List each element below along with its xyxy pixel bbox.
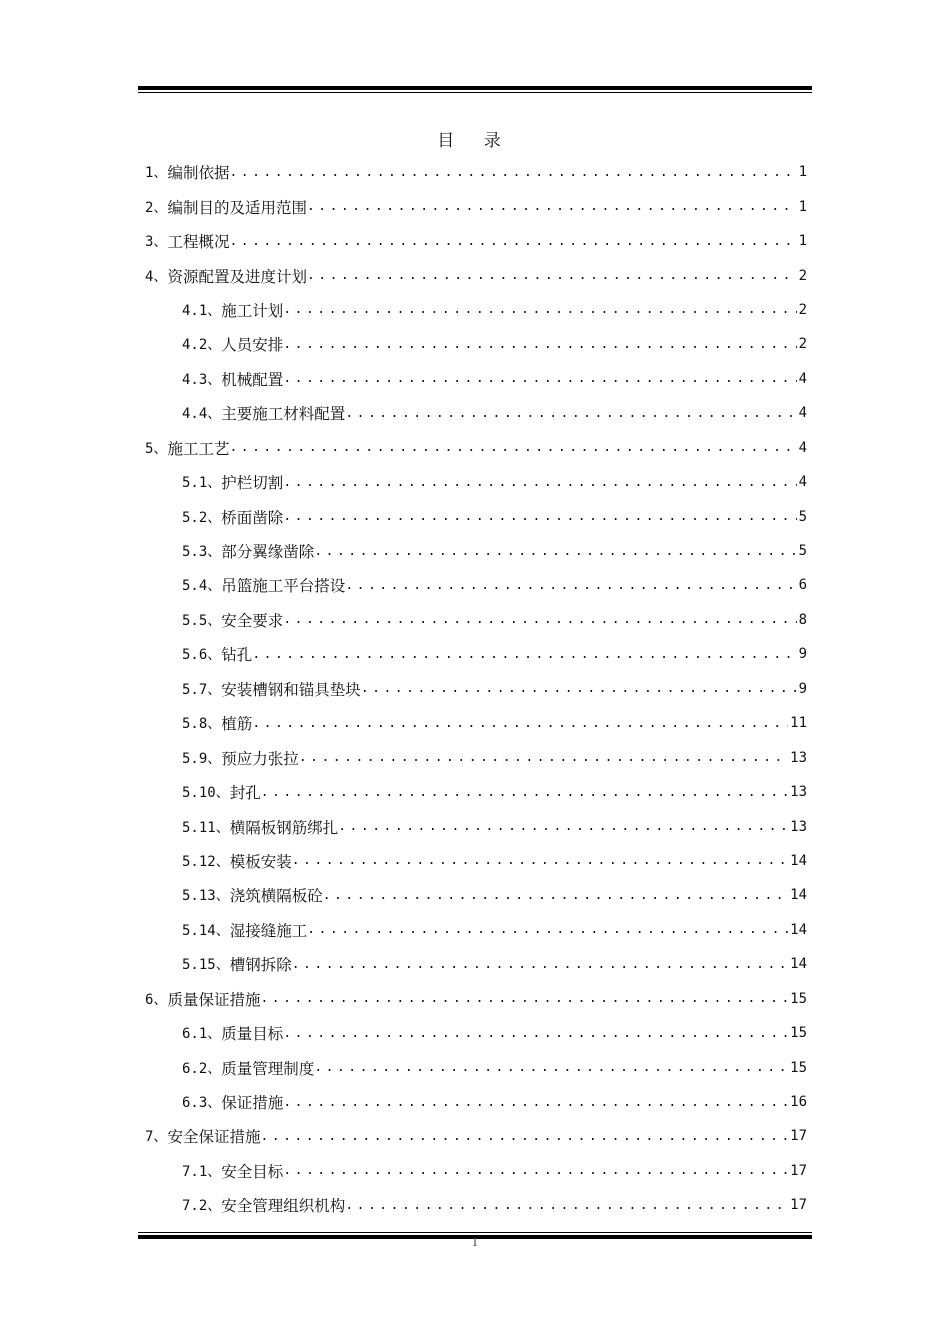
toc-entry-number: 4.2、 bbox=[182, 337, 222, 354]
toc-entry-title: 安全目标 bbox=[221, 1162, 284, 1181]
toc-entry-number: 5.2、 bbox=[182, 509, 222, 526]
toc-entry-number: 5、 bbox=[145, 440, 168, 457]
toc-entry[interactable] bbox=[145, 568, 807, 602]
toc-entry-title: 预应力张拉 bbox=[221, 749, 299, 768]
toc-entry-number: 2、 bbox=[145, 199, 168, 216]
toc-entry[interactable] bbox=[145, 1154, 807, 1188]
toc-entry-title: 人员安排 bbox=[221, 336, 284, 355]
toc-entry-page: 14 bbox=[790, 956, 807, 973]
dot-leader bbox=[283, 509, 796, 524]
toc-entry[interactable] bbox=[145, 878, 807, 912]
dot-leader bbox=[345, 578, 796, 593]
toc-entry[interactable] bbox=[145, 672, 807, 706]
dot-leader bbox=[292, 957, 788, 972]
toc-entry-page: 5 bbox=[798, 508, 807, 525]
toc-entry[interactable] bbox=[145, 327, 807, 361]
toc-entry-number: 5.10、 bbox=[182, 785, 230, 802]
toc-entry-number: 5.8、 bbox=[182, 716, 222, 733]
toc-entry-page: 11 bbox=[790, 715, 807, 732]
toc-entry-page: 1 bbox=[798, 164, 807, 181]
page-number: I bbox=[472, 1236, 478, 1249]
toc-entry-page: 9 bbox=[798, 646, 807, 663]
toc-entry-page: 4 bbox=[798, 370, 807, 387]
toc-entry-number: 6.3、 bbox=[182, 1095, 222, 1112]
toc-entry[interactable] bbox=[145, 431, 807, 465]
toc-entry-page: 9 bbox=[798, 680, 807, 697]
toc-entry-page: 14 bbox=[790, 887, 807, 904]
dot-leader bbox=[283, 475, 796, 490]
toc-entry-page: 4 bbox=[798, 474, 807, 491]
toc-entry-title: 编制依据 bbox=[167, 164, 230, 183]
toc-entry-page: 13 bbox=[790, 818, 807, 835]
toc-entry-number: 5.6、 bbox=[182, 647, 222, 664]
toc-entry[interactable] bbox=[145, 1016, 807, 1050]
toc-entry-page: 5 bbox=[798, 543, 807, 560]
toc-entry-title: 横隔板钢筋绑扎 bbox=[229, 818, 339, 837]
toc-entry-number: 5.9、 bbox=[182, 750, 222, 767]
toc-entry-page: 4 bbox=[798, 405, 807, 422]
toc-entry[interactable] bbox=[145, 1085, 807, 1119]
toc-entry-page: 1 bbox=[798, 198, 807, 215]
toc-entry[interactable] bbox=[145, 362, 807, 396]
toc-entry-page: 13 bbox=[790, 749, 807, 766]
toc-entry-title: 模板安装 bbox=[229, 852, 292, 871]
dot-leader bbox=[314, 1060, 788, 1075]
dot-leader bbox=[299, 750, 788, 765]
toc-entry[interactable] bbox=[145, 947, 807, 981]
toc-entry[interactable] bbox=[145, 844, 807, 878]
toc-entry-number: 5.1、 bbox=[182, 475, 222, 492]
toc-entry-number: 5.13、 bbox=[182, 888, 230, 905]
toc-entry-number: 6.2、 bbox=[182, 1060, 222, 1077]
dot-leader bbox=[307, 268, 797, 283]
dot-leader bbox=[292, 853, 788, 868]
toc-entry-title: 安全保证措施 bbox=[167, 1128, 261, 1147]
dot-leader bbox=[283, 1026, 788, 1041]
toc-entry-title: 施工工艺 bbox=[167, 439, 230, 458]
toc-entry[interactable] bbox=[145, 396, 807, 430]
toc-entry-title: 安装槽钢和锚具垫块 bbox=[221, 680, 361, 699]
toc-entry-page: 15 bbox=[790, 1059, 807, 1076]
toc-entry-title: 质量保证措施 bbox=[167, 990, 261, 1009]
toc-entry[interactable] bbox=[145, 534, 807, 568]
toc-heading: 目 录 bbox=[437, 131, 513, 151]
toc-entry-title: 机械配置 bbox=[221, 370, 284, 389]
header-rule bbox=[138, 86, 812, 93]
toc-entry-page: 6 bbox=[798, 577, 807, 594]
toc-entry-number: 4、 bbox=[145, 268, 168, 285]
toc-entry-title: 安全管理组织机构 bbox=[221, 1197, 346, 1216]
dot-leader bbox=[345, 406, 796, 421]
toc-entry-title: 施工计划 bbox=[221, 301, 284, 320]
toc-entry-number: 5.3、 bbox=[182, 544, 222, 561]
toc-entry-title: 桥面凿除 bbox=[221, 508, 284, 527]
toc-entry-page: 4 bbox=[798, 439, 807, 456]
toc-entry[interactable] bbox=[145, 1119, 807, 1153]
toc-entry-page: 1 bbox=[798, 233, 807, 250]
toc-entry-title: 安全要求 bbox=[221, 611, 284, 630]
dot-leader bbox=[283, 371, 796, 386]
toc-entry[interactable] bbox=[145, 155, 807, 189]
toc-entry-number: 7、 bbox=[145, 1129, 168, 1146]
toc-entry[interactable] bbox=[145, 603, 807, 637]
toc-entry-page: 17 bbox=[790, 1197, 807, 1214]
toc-entry-title: 工程概况 bbox=[167, 233, 230, 252]
dot-leader bbox=[345, 1198, 788, 1213]
dot-leader bbox=[323, 888, 788, 903]
toc-entry-number: 4.1、 bbox=[182, 302, 222, 319]
toc-entry[interactable] bbox=[145, 740, 807, 774]
toc-entry[interactable] bbox=[145, 775, 807, 809]
toc-entry-title: 质量管理制度 bbox=[221, 1059, 315, 1078]
toc-entry[interactable] bbox=[145, 1050, 807, 1084]
dot-leader bbox=[338, 819, 788, 834]
dot-leader bbox=[252, 716, 788, 731]
toc-entry-page: 16 bbox=[790, 1094, 807, 1111]
toc-entry[interactable] bbox=[145, 809, 807, 843]
toc-entry-page: 17 bbox=[790, 1128, 807, 1145]
dot-leader bbox=[283, 612, 796, 627]
table-of-contents bbox=[145, 155, 807, 1223]
toc-entry[interactable] bbox=[145, 499, 807, 533]
toc-entry[interactable] bbox=[145, 189, 807, 223]
dot-leader bbox=[283, 1163, 788, 1178]
toc-entry-number: 6.1、 bbox=[182, 1026, 222, 1043]
dot-leader bbox=[307, 922, 788, 937]
toc-entry-page: 2 bbox=[798, 267, 807, 284]
toc-entry[interactable] bbox=[145, 706, 807, 740]
dot-leader bbox=[314, 544, 796, 559]
dot-leader bbox=[229, 234, 796, 249]
toc-entry[interactable] bbox=[145, 982, 807, 1016]
toc-entry[interactable] bbox=[145, 637, 807, 671]
toc-entry-title: 护栏切割 bbox=[221, 474, 284, 493]
toc-entry-number: 7.2、 bbox=[182, 1198, 222, 1215]
toc-entry-page: 14 bbox=[790, 852, 807, 869]
toc-entry-page: 17 bbox=[790, 1162, 807, 1179]
toc-entry-number: 5.4、 bbox=[182, 578, 222, 595]
toc-entry-title: 植筋 bbox=[221, 715, 253, 734]
toc-entry-title: 湿接缝施工 bbox=[229, 921, 308, 940]
toc-entry-title: 部分翼缘凿除 bbox=[221, 543, 315, 562]
dot-leader bbox=[252, 647, 796, 662]
toc-entry-page: 15 bbox=[790, 990, 807, 1007]
dot-leader bbox=[260, 991, 788, 1006]
toc-entry-number: 4.3、 bbox=[182, 371, 222, 388]
toc-entry-number: 6、 bbox=[145, 991, 168, 1008]
toc-entry[interactable] bbox=[145, 293, 807, 327]
toc-entry[interactable] bbox=[145, 224, 807, 258]
toc-entry-page: 13 bbox=[790, 784, 807, 801]
toc-entry-number: 1、 bbox=[145, 165, 168, 182]
dot-leader bbox=[229, 165, 796, 180]
toc-entry-number: 3、 bbox=[145, 234, 168, 251]
toc-entry[interactable] bbox=[145, 1188, 807, 1222]
toc-entry-title: 钻孔 bbox=[221, 646, 253, 665]
toc-entry-number: 4.4、 bbox=[182, 406, 222, 423]
toc-entry-title: 浇筑横隔板砼 bbox=[229, 887, 323, 906]
toc-entry-title: 保证措施 bbox=[221, 1094, 284, 1113]
toc-entry-title: 吊篮施工平台搭设 bbox=[221, 577, 346, 596]
toc-entry-number: 5.15、 bbox=[182, 957, 230, 974]
toc-entry-number: 5.11、 bbox=[182, 819, 230, 836]
toc-entry-page: 2 bbox=[798, 336, 807, 353]
toc-entry[interactable] bbox=[145, 465, 807, 499]
toc-entry-title: 资源配置及进度计划 bbox=[167, 267, 307, 286]
toc-entry-page: 2 bbox=[798, 301, 807, 318]
toc-entry-title: 封孔 bbox=[229, 784, 261, 803]
dot-leader bbox=[361, 681, 797, 696]
toc-entry-number: 5.7、 bbox=[182, 681, 222, 698]
toc-entry-number: 5.14、 bbox=[182, 922, 230, 939]
toc-entry-title: 编制目的及适用范围 bbox=[167, 198, 307, 217]
toc-entry-title: 主要施工材料配置 bbox=[221, 405, 346, 424]
toc-entry-number: 5.5、 bbox=[182, 612, 222, 629]
dot-leader bbox=[260, 1129, 788, 1144]
toc-entry-page: 14 bbox=[790, 921, 807, 938]
toc-entry-number: 5.12、 bbox=[182, 853, 230, 870]
toc-entry-number: 7.1、 bbox=[182, 1163, 222, 1180]
dot-leader bbox=[283, 1095, 788, 1110]
dot-leader bbox=[283, 302, 796, 317]
dot-leader bbox=[283, 337, 796, 352]
toc-entry[interactable] bbox=[145, 258, 807, 292]
toc-entry-title: 槽钢拆除 bbox=[229, 956, 292, 975]
toc-entry-title: 质量目标 bbox=[221, 1025, 284, 1044]
toc-entry-page: 8 bbox=[798, 611, 807, 628]
dot-leader bbox=[229, 440, 796, 455]
dot-leader bbox=[261, 785, 788, 800]
toc-entry-page: 15 bbox=[790, 1025, 807, 1042]
toc-entry[interactable] bbox=[145, 913, 807, 947]
dot-leader bbox=[307, 199, 797, 214]
